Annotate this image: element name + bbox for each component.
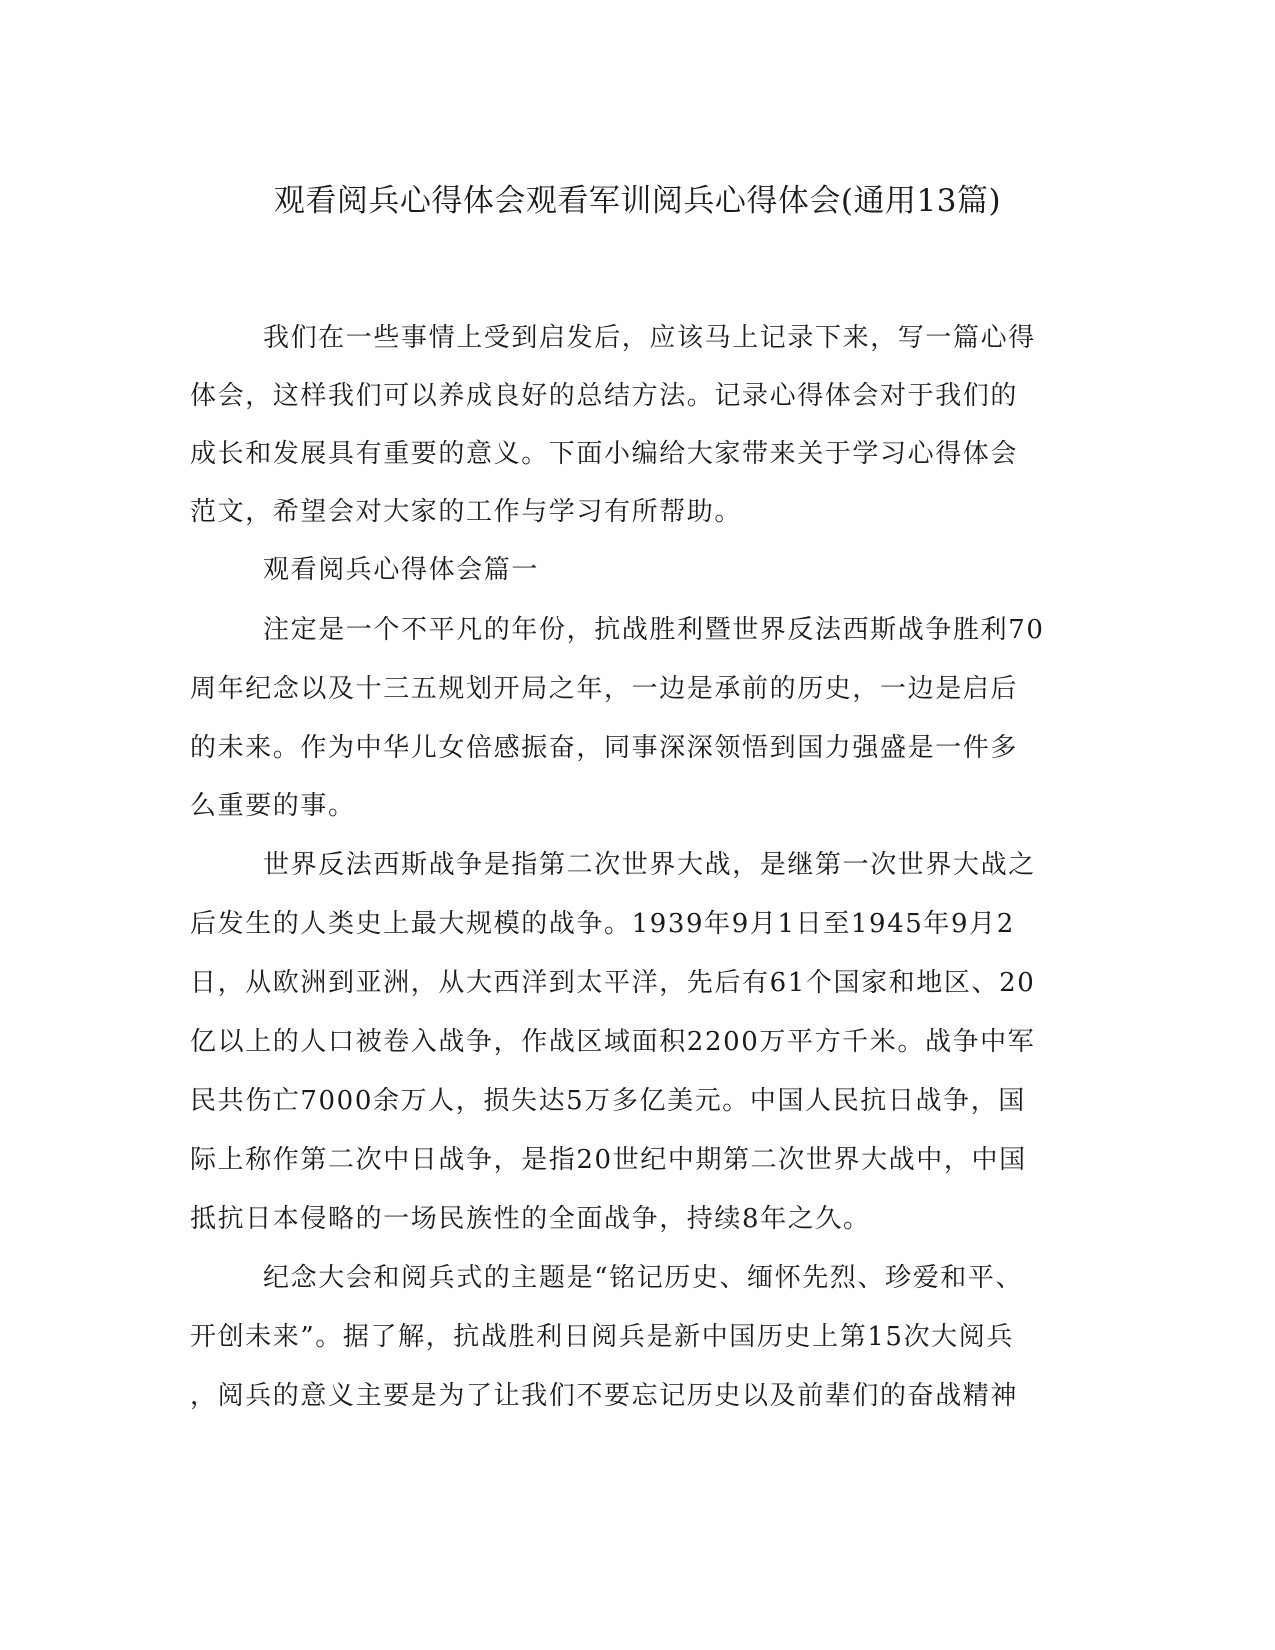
paragraph-line: 周年纪念以及十三五规划开局之年，一边是承前的历史，一边是启后 [190,674,1019,704]
paragraph-line: 我们在一些事情上受到启发后，应该马上记录下来，写一篇心得 [263,323,1036,353]
paragraph-line: 日，从欧洲到亚洲，从大西洋到太平洋，先后有61个国家和地区、20 [190,968,1036,998]
paragraph-line: 开创未来”。据了解，抗战胜利日阅兵是新中国历史上第15次大阅兵 [190,1322,1014,1352]
paragraph-line: 纪念大会和阅兵式的主题是“铭记历史、缅怀先烈、珍爱和平、 [263,1263,1024,1293]
paragraph-line: 的未来。作为中华儿女倍感振奋，同事深深领悟到国力强盛是一件多 [190,733,1019,763]
paragraph-line: 民共伤亡7000余万人，损失达5万多亿美元。中国人民抗日战争，国 [190,1086,1026,1116]
paragraph-line: ，阅兵的意义主要是为了让我们不要忘记历史以及前辈们的奋战精神 [190,1381,1019,1411]
paragraph-line: 么重要的事。 [190,791,356,821]
paragraph-line: 世界反法西斯战争是指第二次世界大战，是继第一次世界大战之 [263,850,1036,880]
paragraph-line: 注定是一个不平凡的年份，抗战胜利暨世界反法西斯战争胜利70 [263,615,1045,645]
paragraph-line: 际上称作第二次中日战争，是指20世纪中期第二次世界大战中，中国 [190,1145,1027,1175]
paragraph-line: 后发生的人类史上最大规模的战争。1939年9月1日至1945年9月2 [190,909,1015,939]
paragraph-line: 亿以上的人口被卷入战争，作战区域面积2200万平方千米。战争中军 [190,1027,1036,1057]
paragraph-line: 范文，希望会对大家的工作与学习有所帮助。 [190,497,743,527]
document-title: 观看阅兵心得体会观看军训阅兵心得体会(通用13篇) [273,183,1002,219]
paragraph-line: 体会，这样我们可以养成良好的总结方法。记录心得体会对于我们的 [190,381,1019,411]
paragraph-line: 抵抗日本侵略的一场民族性的全面战争，持续8年之久。 [190,1204,871,1234]
paragraph-line: 成长和发展具有重要的意义。下面小编给大家带来关于学习心得体会 [190,439,1019,469]
section-heading: 观看阅兵心得体会篇一 [263,555,540,585]
